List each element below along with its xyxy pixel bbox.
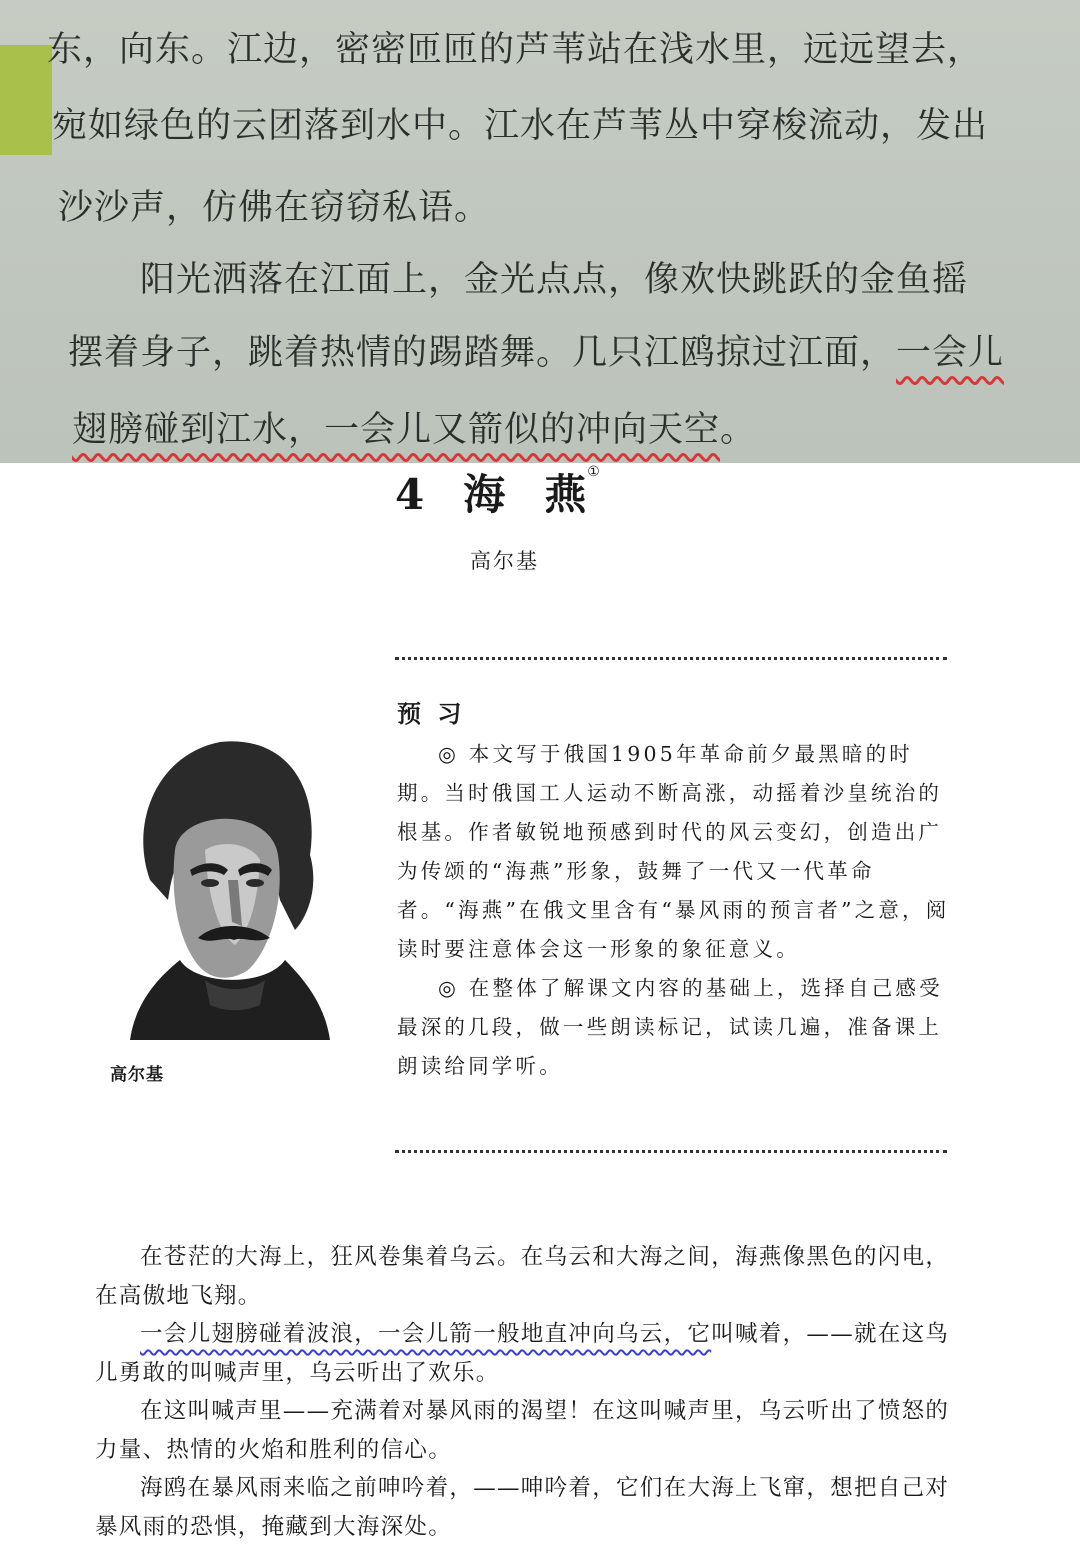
textbook-photo [0,0,1080,463]
dotted-divider [395,657,947,660]
preview-heading: 预 习 [397,699,466,728]
photo-text-line: 阳光洒落在江面上，金光点点，像欢快跳跃的金鱼摇 [140,260,969,300]
lesson-number: 4 [395,470,426,519]
main-text [95,1238,955,1546]
lesson-title [395,462,601,522]
photo-text-line: 东，向东。江边，密密匝匝的芦苇站在浅水里，远远望去， [47,30,984,70]
main-paragraph: 海鸥在暴风雨来临之前呻吟着，——呻吟着，它们在大海上飞窜，想把自己对暴风雨的恐惧，掩藏到大海深处。 [95,1475,950,1540]
red-underlined-phrase: 一会儿 [896,333,1005,373]
photo-text-line [72,402,756,452]
preview-paragraph: ◎ 在整体了解课文内容的基础上，选择自己感受最深的几段，做一些朗读标记，试读几遍，准备课上朗读给同学听。 [397,976,943,1078]
footnote-mark: ① [587,464,601,480]
preview-paragraph: ◎ 本文写于俄国1905年革命前夕最黑暗的时期。当时俄国工人运动不断高涨，动摇着沙皇统治的根基。作者敏锐地预感到时代的风云变幻，创造出广为传颂的“海燕”形象，鼓舞了一代又一代革命者。“海燕”在俄文里含有“暴风雨的预言者”之意，阅读时要注意体会这一形象的象征意义。 [397,742,950,961]
main-paragraph [95,1315,955,1392]
main-paragraph-rest: 叫喊着，——就在这鸟儿勇敢的叫喊声里，乌云听出了欢乐。 [95,1321,950,1386]
blue-underlined-phrase: 一会儿翅膀碰着波浪，一会儿箭一般地直冲向乌云，它 [140,1321,712,1347]
lesson-title-char: 海 [463,470,507,519]
portrait-caption: 高尔基 [110,1065,164,1085]
photo-text-line: 沙沙声，仿佛在窃窃私语。 [58,188,491,228]
photo-text-line [68,325,1004,375]
photo-text-line: 宛如绿色的云团落到水中。江水在芦苇丛中穿梭流动，发出 [52,106,989,146]
main-paragraph: 在这叫喊声里——充满着对暴风雨的渴望！在这叫喊声里，乌云听出了愤怒的力量、热情的火焰和胜利的信心。 [95,1398,950,1463]
author-portrait [120,730,330,1040]
red-underlined-phrase: 翅膀碰到江水，一会儿又箭似的冲向天空 [72,410,721,450]
author-name: 高尔基 [470,549,539,573]
main-paragraph: 在苍茫的大海上，狂风卷集着乌云。在乌云和大海之间，海燕像黑色的闪电，在高傲地飞翔。 [95,1244,950,1309]
lesson-title-char: 燕 [544,470,588,519]
photo-text-plain: 。 [720,410,757,450]
preview-body [397,735,957,1086]
photo-text-plain: 摆着身子，跳着热情的踢踏舞。几只江鸥掠过江面， [68,333,897,373]
green-tab-marker [0,45,52,155]
dotted-divider [395,1150,947,1153]
